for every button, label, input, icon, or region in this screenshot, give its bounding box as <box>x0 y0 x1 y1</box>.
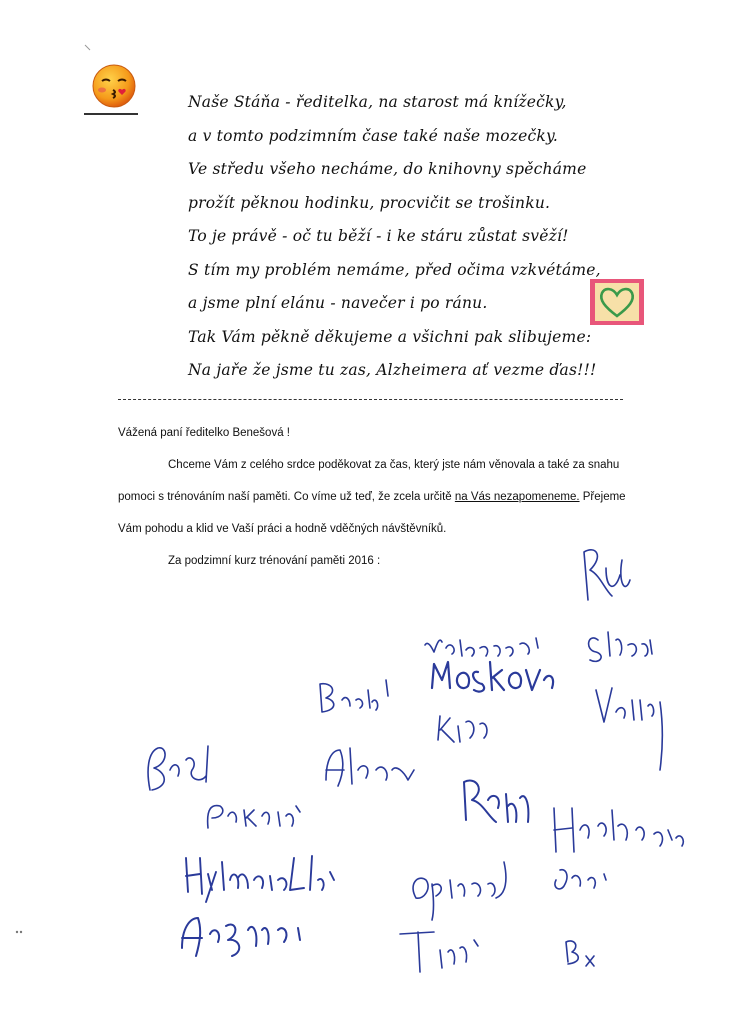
dashed-separator <box>118 399 623 400</box>
signature <box>555 870 606 889</box>
heart-icon <box>595 283 639 321</box>
signature <box>320 680 388 712</box>
signature <box>554 808 683 852</box>
heart-frame <box>590 279 644 325</box>
signature <box>438 716 487 742</box>
signature <box>589 632 652 661</box>
letter-text: Přejeme <box>579 491 626 503</box>
signature <box>148 746 208 790</box>
poem-line: prožít pěknou hodinku, procvičit se trošinku. <box>188 193 551 212</box>
signature <box>596 688 662 770</box>
poem <box>188 86 608 388</box>
letter-paragraph-line: Chceme Vám z celého srdce poděkovat za čas, který jste nám věnovala a také za snahu <box>168 459 620 471</box>
poem-line: Ve středu všeho necháme, do knihovny spěcháme <box>188 160 587 178</box>
signature <box>425 638 538 656</box>
signature <box>208 806 300 828</box>
signature <box>400 932 478 972</box>
letter-paragraph-line <box>118 491 626 503</box>
poem-line: a jsme plní elánu - navečer i po ránu. <box>188 294 488 312</box>
signature <box>182 918 300 956</box>
signature <box>326 748 414 786</box>
poem-line: Tak Vám pěkně děkujeme a všichni pak slibujeme: <box>188 327 592 346</box>
signature <box>566 941 594 966</box>
signature <box>432 662 553 692</box>
edge-mark <box>14 928 24 936</box>
underlined-phrase: na Vás nezapomeneme. <box>454 491 580 503</box>
signature <box>464 781 528 822</box>
poem-line: Naše Stáňa - ředitelka, na starost má knížečky, <box>188 93 567 111</box>
kissing-face-icon <box>91 63 137 109</box>
letter-paragraph-line: Vám pohodu a klid ve Vaší práci a hodně vděčných návštěvníků. <box>118 523 447 535</box>
poem-line: S tím my problém nemáme, před očima vzkvétáme, <box>188 260 601 279</box>
signature <box>186 856 334 902</box>
poem-line: To je právě - oč tu běží - i ke stáru zůstat svěží! <box>188 227 569 245</box>
corner-mark <box>84 44 92 52</box>
course-caption: Za podzimní kurz trénování paměti 2016 : <box>168 555 381 567</box>
signature <box>413 862 506 920</box>
signature <box>584 550 630 600</box>
emoji-underline <box>84 113 138 115</box>
letter-greeting: Vážená paní ředitelko Benešová ! <box>118 427 290 439</box>
heart-background <box>595 283 639 321</box>
poem-line: a v tomto podzimním čase také naše mozečky. <box>188 126 559 145</box>
letter-text: pomoci s trénováním naší paměti. Co víme už teď, že zcela určitě <box>118 491 455 503</box>
poem-line: Na jaře že jsme tu zas, Alzheimera ať vezme ďas!!! <box>188 361 597 379</box>
